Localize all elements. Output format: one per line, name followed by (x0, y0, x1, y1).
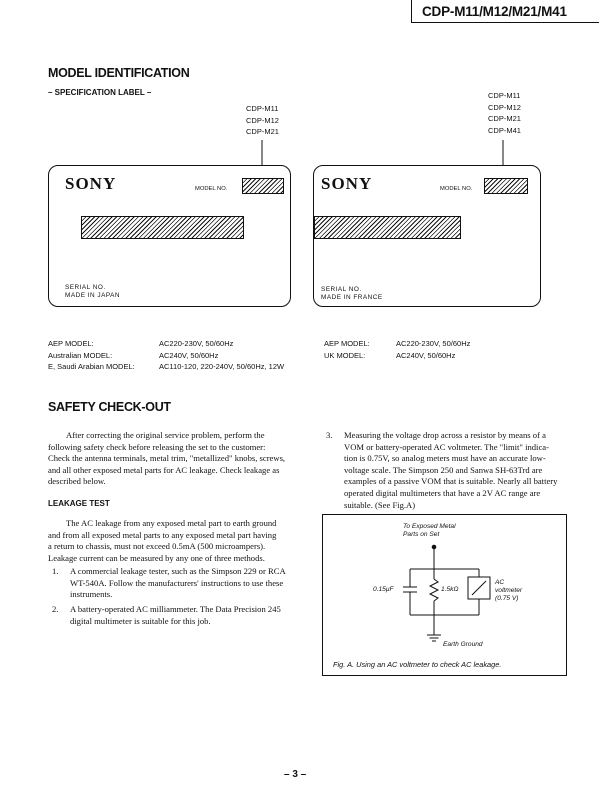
serial-no-text: SERIAL NO. (321, 286, 362, 293)
spec-model: AEP MODEL: (324, 339, 370, 348)
right-model-item: CDP-M21 (488, 114, 521, 123)
paragraph-line: Check the antenna terminals, metal trim, "metallized" knobs, screws, (48, 453, 286, 464)
paragraph-line: following safety check before releasing the set to the customer: (48, 441, 266, 452)
spec-value: AC220-230V, 50/60Hz (159, 339, 234, 348)
spec-row (324, 350, 524, 362)
leakage-test-heading: LEAKAGE TEST (48, 499, 110, 508)
item-line: WT-540A. Follow the manufacturers' instructions to use these (70, 577, 284, 588)
item-line: digital multimeter is suitable for this job. (70, 615, 211, 626)
spec-model: AEP MODEL: (48, 339, 94, 348)
figure-caption: Fig. A. Using an AC voltmeter to check AC leakage. (333, 660, 502, 669)
label-data-field (314, 216, 461, 239)
model-identification-heading: MODEL IDENTIFICATION (48, 66, 190, 80)
item-line: voltage scale. The Simpson 250 and Sanwa SH-63Trd are (344, 464, 543, 475)
left-specification-label (48, 165, 291, 307)
left-specs-table (48, 338, 308, 373)
item-line: VOM or battery-operated AC voltmeter. The "limit" indica- (344, 441, 549, 452)
item-line: A battery-operated AC milliammeter. The Data Precision 245 (70, 604, 281, 614)
model-no-text: MODEL NO. (195, 186, 228, 192)
earth-ground-label: Earth Ground (443, 641, 483, 648)
item-number: 2. (52, 604, 59, 614)
left-model-item: CDP-M11 (246, 104, 279, 113)
method-item-1 (52, 566, 292, 602)
right-specification-label (313, 165, 541, 307)
figure-label-line: To Exposed Metal (403, 523, 456, 530)
figure-label-line: Parts on Set (403, 531, 440, 538)
exposed-metal-label (403, 523, 456, 539)
item-line: tion is 0.75V, so analog meters must have an accurate low- (344, 453, 546, 464)
paragraph-line: After correcting the original service problem, perform the (66, 430, 265, 440)
spec-value: AC110-120, 220-240V, 50/60Hz, 12W (159, 362, 285, 371)
spec-row (48, 361, 308, 373)
paragraph-line: and all other exposed metal parts for AC leakage. Check leakage as (48, 464, 280, 475)
spec-value: AC240V, 50/60Hz (396, 350, 456, 360)
item-line: A commercial leakage tester, such as the Simpson 229 or RCA (70, 566, 286, 576)
item-line: operated digital multimeters that have a 2V AC range are (344, 487, 541, 498)
method-item-2 (52, 604, 292, 628)
item-text (344, 430, 564, 511)
right-model-item: CDP-M11 (488, 91, 521, 100)
item-number: 3. (326, 430, 333, 440)
left-model-item: CDP-M21 (246, 127, 279, 136)
method-item-3 (326, 430, 566, 514)
serial-info (321, 286, 383, 302)
safety-checkout-heading: SAFETY CHECK-OUT (48, 400, 171, 414)
right-model-item: CDP-M41 (488, 125, 521, 135)
label-data-field (81, 216, 244, 239)
resistor-label: 1.5kΩ (441, 586, 459, 593)
made-in-text: MADE IN JAPAN (65, 292, 121, 299)
spec-row (324, 338, 524, 350)
spec-model: UK MODEL: (324, 350, 366, 360)
item-text (70, 566, 292, 601)
item-line: Measuring the voltage drop across a resistor by means of a (344, 430, 546, 440)
spec-model: E, Saudi Arabian MODEL: (48, 362, 135, 371)
item-line: instruments. (70, 589, 113, 600)
sony-logo: SONY (65, 174, 117, 193)
model-no-field (242, 178, 284, 194)
paragraph-line: described below. (48, 476, 106, 487)
spec-model: Australian MODEL: (48, 350, 113, 360)
item-line: examples of a passive VOM that is suitable. Nearly all battery (344, 476, 558, 487)
page-number: – 3 – (284, 769, 307, 780)
model-no-field (484, 178, 528, 194)
safety-intro-paragraph (48, 430, 292, 488)
specification-label-subheading: – SPECIFICATION LABEL – (48, 88, 152, 97)
right-specs-table (324, 338, 524, 361)
capacitor-label: 0.15μF (373, 586, 394, 593)
spec-value: AC220-230V, 50/60Hz (396, 339, 471, 348)
item-number: 1. (52, 566, 59, 576)
right-model-item: CDP-M12 (488, 102, 521, 112)
figure-a-box (322, 514, 567, 676)
page-header-title: CDP-M11/M12/M21/M41 (422, 4, 567, 19)
model-no-text: MODEL NO. (440, 186, 473, 192)
spec-value: AC240V, 50/60Hz (159, 350, 219, 360)
leakage-test-paragraph (48, 518, 292, 564)
serial-no-text: SERIAL NO. (65, 284, 106, 291)
figure-label-line: voltmeter (495, 587, 523, 594)
paragraph-line: The AC leakage from any exposed metal part to earth ground (66, 518, 277, 528)
voltmeter-label (495, 579, 522, 603)
sony-logo: SONY (321, 174, 373, 193)
paragraph-line: a return to chassis, must not exceed 0.5mA (500 microampers). (48, 541, 266, 552)
item-line: suitable. (See Fig.A) (344, 499, 416, 510)
spec-row (48, 350, 308, 362)
figure-label-line: (0.75 V) (495, 595, 519, 602)
serial-info (65, 284, 120, 300)
item-text (70, 604, 292, 627)
leakage-circuit-diagram (323, 515, 566, 675)
paragraph-line: Leakage current can be measured by any one of three methods. (48, 552, 265, 563)
made-in-text: MADE IN FRANCE (321, 294, 383, 301)
paragraph-line: and from all exposed metal parts to any exposed metal part having (48, 529, 277, 540)
figure-label-line: AC (495, 579, 505, 586)
spec-row (48, 338, 308, 350)
left-model-item: CDP-M12 (246, 115, 279, 125)
